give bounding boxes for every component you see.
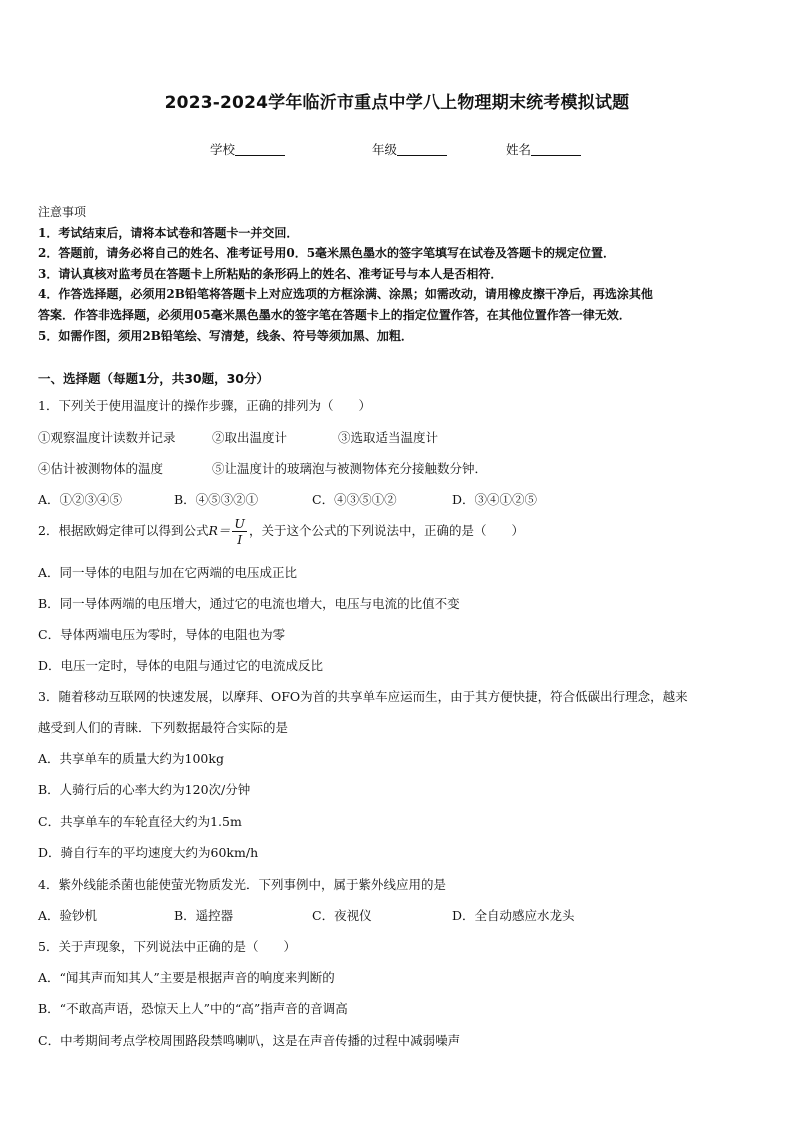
page-title: 2023-2024学年临沂市重点中学八上物理期末统考模拟试题 bbox=[164, 93, 630, 113]
q3-option-b: B．人骑行后的心率大约为120次/分钟 bbox=[38, 782, 251, 797]
school-blank bbox=[235, 143, 285, 156]
section-heading: 一、选择题（每题1分，共30题，30分） bbox=[38, 371, 269, 386]
q1-option-d: D．③④①②⑤ bbox=[452, 492, 538, 507]
q3-option-c: C．共享单车的车轮直径大约为1.5m bbox=[38, 814, 242, 829]
name-label: 姓名 bbox=[506, 142, 532, 157]
q1-option-a: A．①②③④⑤ bbox=[38, 492, 123, 507]
q1-stem: 1．下列关于使用温度计的操作步骤，正确的排列为（ ） bbox=[38, 398, 371, 413]
q4-option-d: D．全自动感应水龙头 bbox=[452, 908, 575, 923]
notes-block bbox=[38, 202, 758, 346]
q2-stem-pre: 2．根据欧姆定律可以得到公式 bbox=[38, 523, 209, 538]
q3-option-a: A．共享单车的质量大约为100kg bbox=[38, 751, 224, 766]
notes-item: 5．如需作图，须用2B铅笔绘、写清楚，线条、符号等须加黑、加粗． bbox=[38, 328, 413, 343]
q4-option-b: B．遥控器 bbox=[174, 908, 234, 923]
q2-formula-denominator: I bbox=[237, 532, 243, 547]
q3-stem-line1: 3．随着移动互联网的快速发展，以摩拜、OFO为首的共享单车应运而生，由于其方便快捷，符合低碳出行理念，越来 bbox=[38, 689, 688, 704]
q2-stem-post: ，关于这个公式的下列说法中，正确的是（ ） bbox=[248, 523, 524, 538]
q1-option-c: C．④③⑤①② bbox=[312, 492, 397, 507]
school-label: 学校 bbox=[210, 142, 236, 157]
q2-option-a: A．同一导体的电阻与加在它两端的电压成正比 bbox=[38, 565, 298, 580]
q3-stem-line2: 越受到人们的青睐．下列数据最符合实际的是 bbox=[38, 720, 289, 735]
notes-item: 3．请认真核对监考员在答题卡上所粘贴的条形码上的姓名、准考证号与本人是否相符． bbox=[38, 266, 503, 281]
q5-option-a: A．“闻其声而知其人”主要是根据声音的响度来判断的 bbox=[38, 970, 335, 985]
q5-option-c: C．中考期间考点学校周围路段禁鸣喇叭，这是在声音传播的过程中减弱噪声 bbox=[38, 1033, 461, 1048]
q1-step: ③选取适当温度计 bbox=[338, 430, 439, 445]
q1-step: ④估计被测物体的温度 bbox=[38, 461, 164, 476]
q1-step: ①观察温度计读数并记录 bbox=[38, 430, 176, 445]
q2-option-d: D．电压一定时，导体的电阻与通过它的电流成反比 bbox=[38, 658, 324, 673]
q2-option-c: C．导体两端电压为零时，导体的电阻也为零 bbox=[38, 627, 286, 642]
q2-stem bbox=[38, 516, 524, 547]
q2-formula-fraction bbox=[232, 516, 247, 547]
school-field bbox=[210, 140, 285, 158]
notes-heading: 注意事项 bbox=[38, 205, 87, 219]
name-field bbox=[506, 140, 581, 158]
notes-item: 2．答题前，请务必将自己的姓名、准考证号用0．5毫米黑色墨水的签字笔填写在试卷及答题卡的规定位置． bbox=[38, 246, 616, 261]
grade-field bbox=[372, 140, 447, 158]
q4-option-a: A．验钞机 bbox=[38, 908, 98, 923]
q3-option-d: D．骑自行车的平均速度大约为60km/h bbox=[38, 845, 259, 860]
name-blank bbox=[531, 143, 581, 156]
q5-stem: 5．关于声现象，下列说法中正确的是（ ） bbox=[38, 939, 296, 954]
q5-option-b: B．“不敢高声语，恐惊天上人”中的“高”指声音的音调高 bbox=[38, 1001, 348, 1016]
notes-item: 4．作答选择题，必须用2B铅笔将答题卡上对应选项的方框涂满、涂黑；如需改动，请用橡皮擦干净后，再选涂其他 bbox=[38, 287, 653, 302]
grade-label: 年级 bbox=[372, 142, 398, 157]
q4-option-c: C．夜视仪 bbox=[312, 908, 372, 923]
grade-blank bbox=[397, 143, 447, 156]
q4-stem: 4．紫外线能杀菌也能使萤光物质发光．下列事例中，属于紫外线应用的是 bbox=[38, 877, 446, 892]
q2-formula-numerator: U bbox=[234, 516, 245, 531]
q1-step: ②取出温度计 bbox=[212, 430, 288, 445]
notes-item: 1．考试结束后，请将本试卷和答题卡一并交回． bbox=[38, 225, 299, 240]
notes-item: 答案．作答非选择题，必须用05毫米黑色墨水的签字笔在答题卡上的指定位置作答，在其他位置作答一律无效． bbox=[38, 307, 631, 322]
q1-option-b: B．④⑤③②① bbox=[174, 492, 259, 507]
q2-option-b: B．同一导体两端的电压增大，通过它的电流也增大，电压与电流的比值不变 bbox=[38, 596, 460, 611]
q2-formula-lhs: R＝ bbox=[208, 523, 231, 538]
q1-step: ⑤让温度计的玻璃泡与被测物体充分接触数分钟． bbox=[212, 461, 488, 476]
